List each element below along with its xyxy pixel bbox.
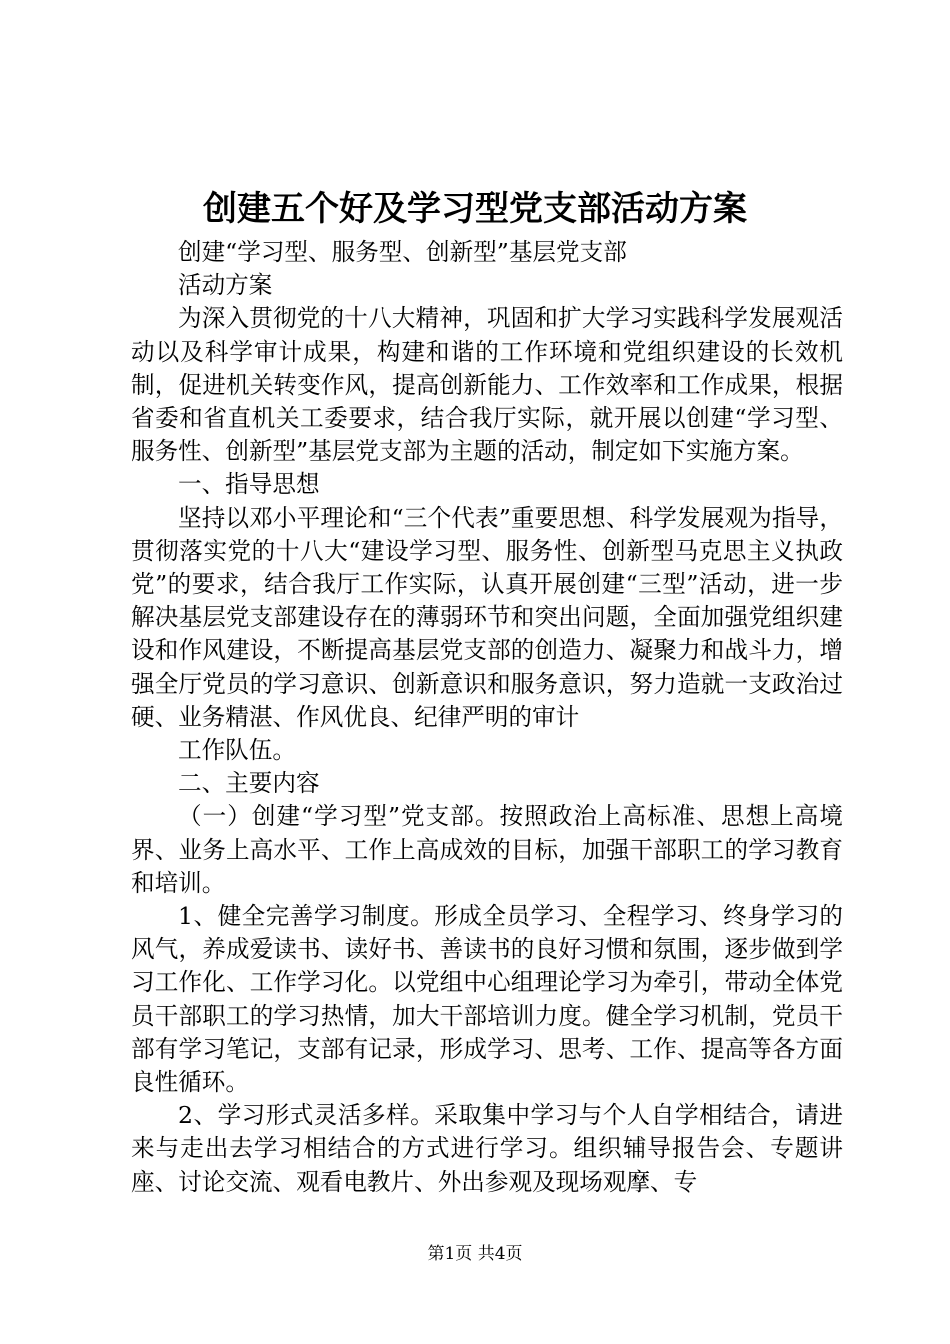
paragraph-intro: 为深入贯彻党的十八大精神，巩固和扩大学习实践科学发展观活动以及科学审计成果，构建和谐的工作环境和党组织建设的长效机制，促进机关转变作风，提高创新能力、工作效率和工作成果，根据省委和省直机关工委要求，结合我厅实际，就开展以创建“学习型、服务性、创新型”基层党支部为主题的活动，制定如下实施方案。 [131,304,843,466]
paragraph-item-1: 1、健全完善学习制度。形成全员学习、全程学习、终身学习的风气，养成爱读书、读好书、善读书的良好习惯和氛围，逐步做到学习工作化、工作学习化。以党组中心组理论学习为牵引，带动全体党员干部职工的学习热情，加大干部培训力度。健全学习机制，党员干部有学习笔记，支部有记录，形成学习、思考、工作、提高等各方面良性循环。 [131,902,843,1097]
paragraph-item-2: 2、学习形式灵活多样。采取集中学习与个人自学相结合，请进来与走出去学习相结合的方式进行学习。组织辅导报告会、专题讲座、讨论交流、观看电教片、外出参观及现场观摩、专 [131,1101,843,1196]
paragraph-subtitle-2: 活动方案 [178,271,273,300]
paragraph-subtitle-1: 创建“学习型、服务型、创新型”基层党支部 [178,238,627,266]
paragraph-team: 工作队伍。 [178,736,296,765]
document-title: 创建五个好及学习型党支部活动方案 [203,189,747,229]
paragraph-guiding-thought: 坚持以邓小平理论和“三个代表”重要思想、科学发展观为指导，贯彻落实党的十八大“建设学习型、服务性、创新型马克思主义执政党”的要求，结合我厅工作实际，认真开展创建“三型”活动，进一步解决基层党支部建设存在的薄弱环节和突出问题，全面加强党组织建设和作风建设，不断提高基层党支部的创造力、凝聚力和战斗力，增强全厅党员的学习意识、创新意识和服务意识，努力造就一支政治过硬、业务精湛、作风优良、纪律严明的审计 [131,503,843,731]
section-heading-main-content: 二、主要内容 [178,769,320,798]
document-body [131,236,843,1199]
section-heading-guiding-thought: 一、指导思想 [178,470,320,499]
paragraph-learning-branch: （一）创建“学习型”党支部。按照政治上高标准、思想上高境界、业务上高水平、工作上高成效的目标，加强干部职工的学习教育和培训。 [131,802,843,897]
page-footer: 第1页 共4页 [427,1244,523,1264]
